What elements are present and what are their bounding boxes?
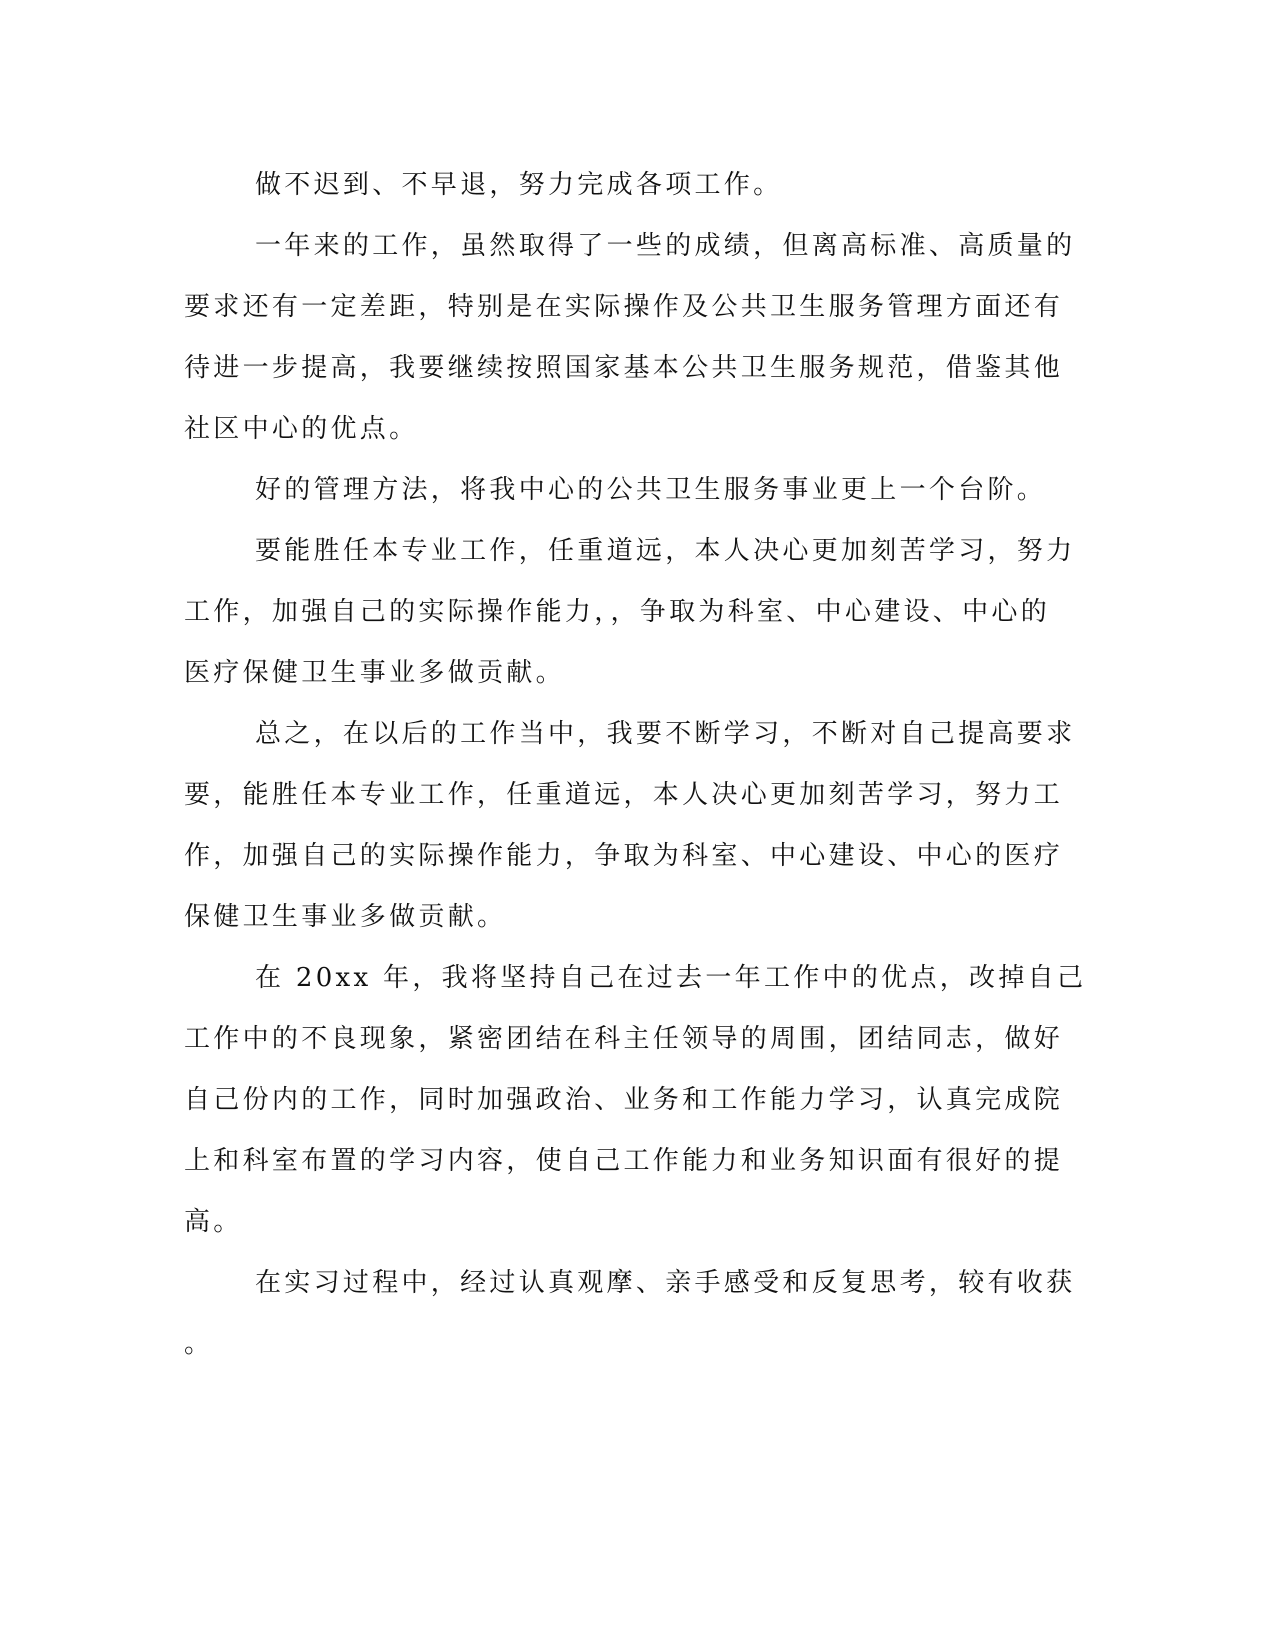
text-line: 社区中心的优点。 bbox=[184, 414, 419, 444]
document-body bbox=[184, 155, 1087, 1375]
text-line: 好的管理方法，将我中心的公共卫生服务事业更上一个台阶。 bbox=[255, 475, 1047, 505]
text-line: 工作，加强自己的实际操作能力，，争取为科室、中心建设、中心的 bbox=[184, 597, 1051, 627]
text-line: 。 bbox=[184, 1329, 214, 1359]
paragraph bbox=[184, 1253, 1076, 1375]
text-line: 保健卫生事业多做贡献。 bbox=[184, 902, 507, 932]
text-line: 高。 bbox=[184, 1207, 243, 1237]
paragraph bbox=[184, 460, 1047, 521]
paragraph bbox=[184, 521, 1076, 704]
text-line: 医疗保健卫生事业多做贡献。 bbox=[184, 658, 565, 688]
text-line: 作，加强自己的实际操作能力，争取为科室、中心建设、中心的医疗 bbox=[184, 841, 1064, 871]
text-line: 在实习过程中，经过认真观摩、亲手感受和反复思考，较有收获 bbox=[255, 1268, 1076, 1298]
text-line: 一年来的工作，虽然取得了一些的成绩，但离高标准、高质量的 bbox=[255, 231, 1076, 261]
text-line: 自己份内的工作，同时加强政治、业务和工作能力学习，认真完成院 bbox=[184, 1085, 1064, 1115]
text-line: 总之，在以后的工作当中，我要不断学习，不断对自己提高要求 bbox=[255, 719, 1076, 749]
text-line: 在 20xx 年，我将坚持自己在过去一年工作中的优点，改掉自己 bbox=[255, 963, 1087, 993]
text-line: 做不迟到、不早退，努力完成各项工作。 bbox=[255, 170, 783, 200]
paragraph bbox=[184, 948, 1087, 1253]
paragraph bbox=[184, 155, 1044, 216]
text-line: 工作中的不良现象，紧密团结在科主任领导的周围，团结同志，做好 bbox=[184, 1024, 1064, 1054]
text-line: 要能胜任本专业工作，任重道远，本人决心更加刻苦学习，努力 bbox=[255, 536, 1076, 566]
text-line: 要求还有一定差距，特别是在实际操作及公共卫生服务管理方面还有 bbox=[184, 292, 1064, 322]
text-line: 上和科室布置的学习内容，使自己工作能力和业务知识面有很好的提 bbox=[184, 1146, 1064, 1176]
paragraph bbox=[184, 704, 1076, 948]
text-line: 待进一步提高，我要继续按照国家基本公共卫生服务规范，借鉴其他 bbox=[184, 353, 1064, 383]
paragraph bbox=[184, 216, 1076, 460]
text-line: 要，能胜任本专业工作，任重道远，本人决心更加刻苦学习，努力工 bbox=[184, 780, 1064, 810]
